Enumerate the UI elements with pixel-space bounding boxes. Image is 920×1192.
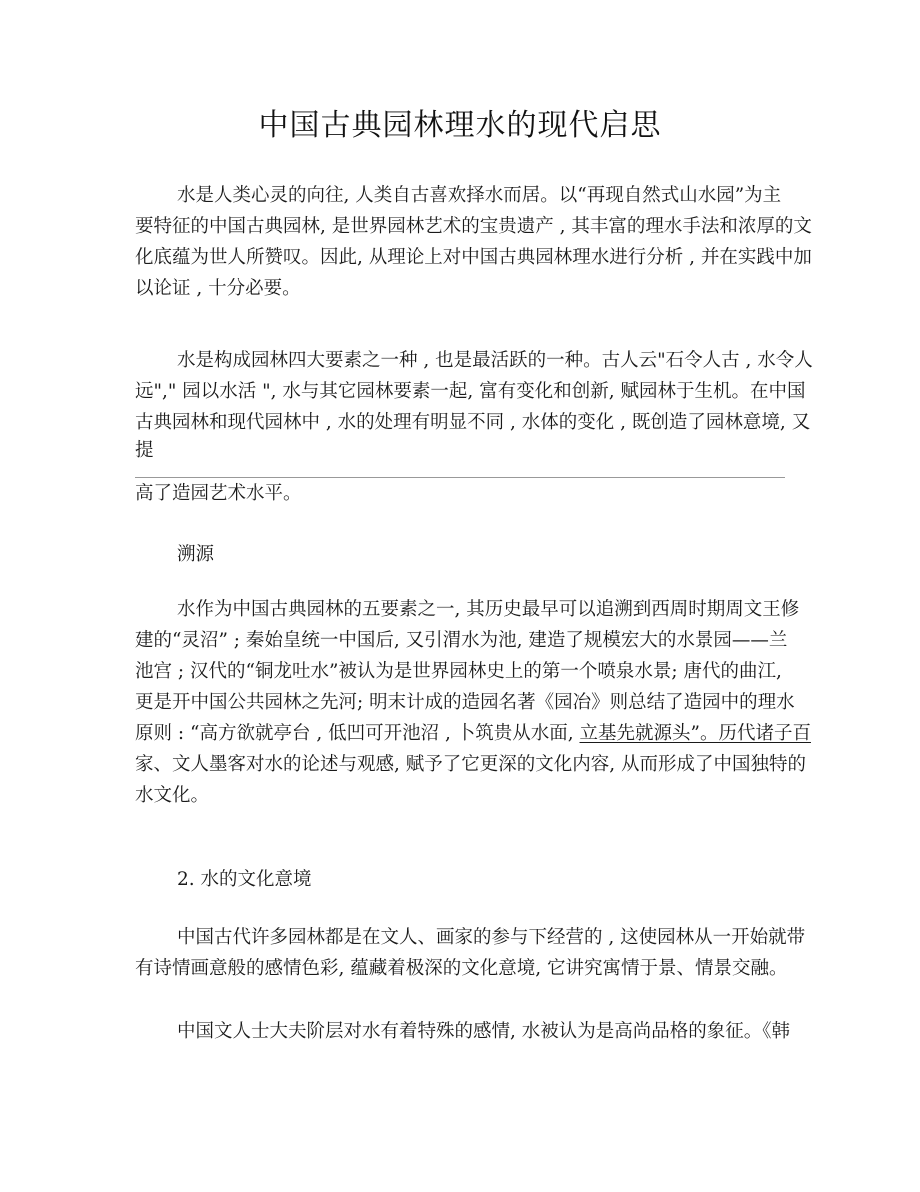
text-line: 家、文人墨客对水的论述与观感, 赋予了它更深的文化内容, 从而形成了中国独特的: [135, 754, 807, 775]
text-line: 古典园林和现代园林中 , 水的处理有明显不同 , 水体的变化 , 既创造了园林意境, 又: [135, 412, 811, 433]
text-line: 提: [135, 440, 154, 461]
text-line: 池宫 ; 汉代的“铜龙吐水”被认为是世界园林史上的第一个喷泉水景; 唐代的曲江,: [135, 661, 782, 682]
paragraph-scholars: [135, 1016, 791, 1047]
text-line: 中国文人士大夫阶层对水有着特殊的感情, 水被认为是高尚品格的象征。《韩: [177, 1021, 791, 1042]
page-title: 中国古典园林理水的现代启思: [258, 108, 662, 143]
text-line: 以论证 , 十分必要。: [135, 278, 301, 299]
text-line: 化底蕴为世人所赞叹。因此, 从理论上对中国古典园林理水进行分析 , 并在实践中加: [135, 247, 812, 268]
text-line: 水是构成园林四大要素之一种 , 也是最活跃的一种。古人云"石令人古 , 水令人: [177, 350, 813, 371]
section-heading-culture: 2. 水的文化意境: [177, 869, 312, 890]
text-line: 更是开中国公共园林之先河; 明末计成的造园名著《园冶》则总结了造园中的理水: [135, 692, 795, 713]
underlined-quote: 立基先就源头”。历代诸子百: [579, 723, 811, 744]
text-line: 建的“灵沼” ; 秦始皇统一中国后, 又引渭水为池, 建造了规模宏大的水景园——兰: [135, 630, 788, 651]
text-line: 远"," 园以水活 ", 水与其它园林要素一起, 富有变化和创新, 赋园林于生机。在中国: [135, 381, 806, 402]
text-line: 有诗情画意般的感情色彩, 蕴藏着极深的文化意境, 它讲究寓情于景、情景交融。: [135, 958, 788, 979]
text-line: [135, 718, 811, 749]
paragraph-water-element-end: [135, 478, 785, 509]
text-segment: 原则 : “高方欲就亭台 , 低凹可开池沼 , 卜筑贵从水面,: [135, 723, 580, 744]
text-line: 水是人类心灵的向往, 人类自古喜欢择水而居。以“再现自然式山水园”为主: [177, 185, 782, 206]
text-line: 要特征的中国古典园林, 是世界园林艺术的宝贵遗产 , 其丰富的理水手法和浓厚的文: [135, 216, 812, 237]
text-line: 高了造园艺术水平。: [135, 483, 302, 504]
text-line: 中国古代许多园林都是在文人、画家的参与下经营的 , 这使园林从一开始就带: [177, 927, 806, 948]
paragraph-water-element: [135, 345, 813, 464]
text-line: 水作为中国古典园林的五要素之一, 其历史最早可以追溯到西周时期周文王修: [177, 599, 800, 620]
section-heading-origin: 溯源: [177, 544, 215, 565]
paragraph-culture: [135, 922, 806, 984]
text-line: 水文化。: [135, 785, 210, 806]
paragraph-intro: [135, 180, 812, 304]
paragraph-origin: [135, 594, 811, 811]
